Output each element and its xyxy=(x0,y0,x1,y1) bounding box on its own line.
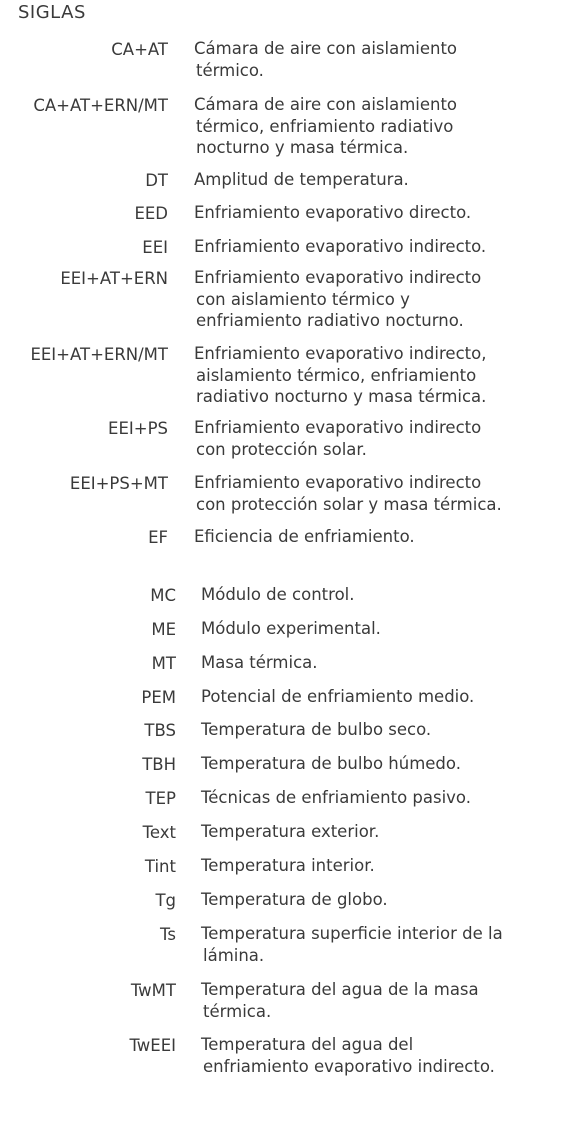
acronym: EEI+PS+MT xyxy=(69,474,168,493)
acronym: TEP xyxy=(145,789,176,808)
definition xyxy=(201,719,531,741)
acronym: EEI+AT+ERN xyxy=(60,269,168,288)
acronym: Tint xyxy=(144,857,176,876)
definition-line: Módulo experimental. xyxy=(201,619,381,638)
acronym: TBH xyxy=(142,755,176,774)
acronym: CA+AT+ERN/MT xyxy=(33,96,168,115)
definition xyxy=(201,889,531,911)
definition-line: Temperatura exterior. xyxy=(201,822,380,841)
acronym: TwMT xyxy=(130,981,176,1000)
definition xyxy=(201,923,531,966)
definition xyxy=(194,267,524,332)
definition-line: Enfriamiento evaporativo indirecto. xyxy=(194,237,487,256)
definition xyxy=(201,979,531,1022)
definition xyxy=(194,236,524,258)
definition-line: Temperatura superficie interior de la xyxy=(201,924,503,943)
definition-line: radiativo nocturno y masa térmica. xyxy=(196,387,487,406)
acronym: EEI+PS xyxy=(108,419,168,438)
definition xyxy=(201,618,531,640)
definition xyxy=(201,686,531,708)
definition-line: con protección solar y masa térmica. xyxy=(196,494,502,514)
definition xyxy=(201,821,531,843)
definition-line: Técnicas de enfriamiento pasivo. xyxy=(201,788,471,807)
definition-line: con protección solar. xyxy=(196,439,367,459)
definition xyxy=(201,855,531,877)
definition-line: Potencial de enfriamiento medio. xyxy=(201,687,475,706)
definition-line: Cámara de aire con aislamiento xyxy=(194,95,458,114)
definition-line: Temperatura de globo. xyxy=(201,890,388,909)
definition-line: Enfriamiento evaporativo indirecto xyxy=(194,418,482,437)
acronym: EF xyxy=(148,528,168,547)
definition-line: térmica. xyxy=(203,1001,272,1021)
definition xyxy=(201,1034,531,1077)
acronym: DT xyxy=(145,171,168,190)
definition-line: Temperatura del agua del xyxy=(201,1035,414,1054)
definition-line: nocturno y masa térmica. xyxy=(196,138,409,157)
definition-line: Módulo de control. xyxy=(201,585,355,604)
acronym: Text xyxy=(142,823,176,842)
definition-line: enfriamiento evaporativo indirecto. xyxy=(203,1056,495,1076)
acronym: Ts xyxy=(160,925,176,944)
definition-line: térmico. xyxy=(196,60,264,80)
definition-line: Enfriamiento evaporativo directo. xyxy=(194,203,472,222)
definition-line: Enfriamiento evaporativo indirecto xyxy=(194,268,482,287)
acronym: TBS xyxy=(144,721,176,740)
definition-line: aislamiento térmico, enfriamiento xyxy=(196,365,477,385)
definition xyxy=(194,417,524,460)
definition xyxy=(201,652,531,674)
definition-line: Enfriamiento evaporativo indirecto, xyxy=(194,344,487,363)
definition xyxy=(194,472,524,515)
definition-line: Temperatura de bulbo húmedo. xyxy=(201,754,461,773)
definition-line: Amplitud de temperatura. xyxy=(194,170,409,189)
acronym: PEM xyxy=(141,688,176,707)
acronym: TwEEI xyxy=(129,1036,176,1055)
definition xyxy=(201,787,531,809)
definition xyxy=(194,202,524,224)
definition xyxy=(194,343,524,408)
acronym: ME xyxy=(151,620,176,639)
acronym: MC xyxy=(150,586,176,605)
acronym: CA+AT xyxy=(111,40,168,59)
definition-line: Temperatura interior. xyxy=(201,856,375,875)
acronym: Tg xyxy=(155,891,176,910)
definition xyxy=(194,94,524,159)
definition-line: térmico, enfriamiento radiativo xyxy=(196,116,454,136)
definition-line: Cámara de aire con aislamiento xyxy=(194,39,458,58)
definition xyxy=(201,753,531,775)
definition xyxy=(194,38,524,81)
definition-line: Enfriamiento evaporativo indirecto xyxy=(194,473,482,492)
definition xyxy=(194,526,524,548)
definition xyxy=(194,169,524,191)
definition xyxy=(201,584,531,606)
page-title: SIGLAS xyxy=(18,2,86,23)
definition-line: con aislamiento térmico y xyxy=(196,289,410,309)
acronym: MT xyxy=(151,654,176,673)
acronym: EEI+AT+ERN/MT xyxy=(30,345,168,364)
definition-line: Masa térmica. xyxy=(201,653,318,672)
definition-line: Temperatura de bulbo seco. xyxy=(201,720,432,739)
definition-line: lámina. xyxy=(203,945,265,965)
definition-line: Temperatura del agua de la masa xyxy=(201,980,479,999)
definition-line: Eficiencia de enfriamiento. xyxy=(194,527,415,546)
acronym: EED xyxy=(134,204,168,223)
definition-line: enfriamiento radiativo nocturno. xyxy=(196,311,464,330)
acronym: EEI xyxy=(142,238,168,257)
